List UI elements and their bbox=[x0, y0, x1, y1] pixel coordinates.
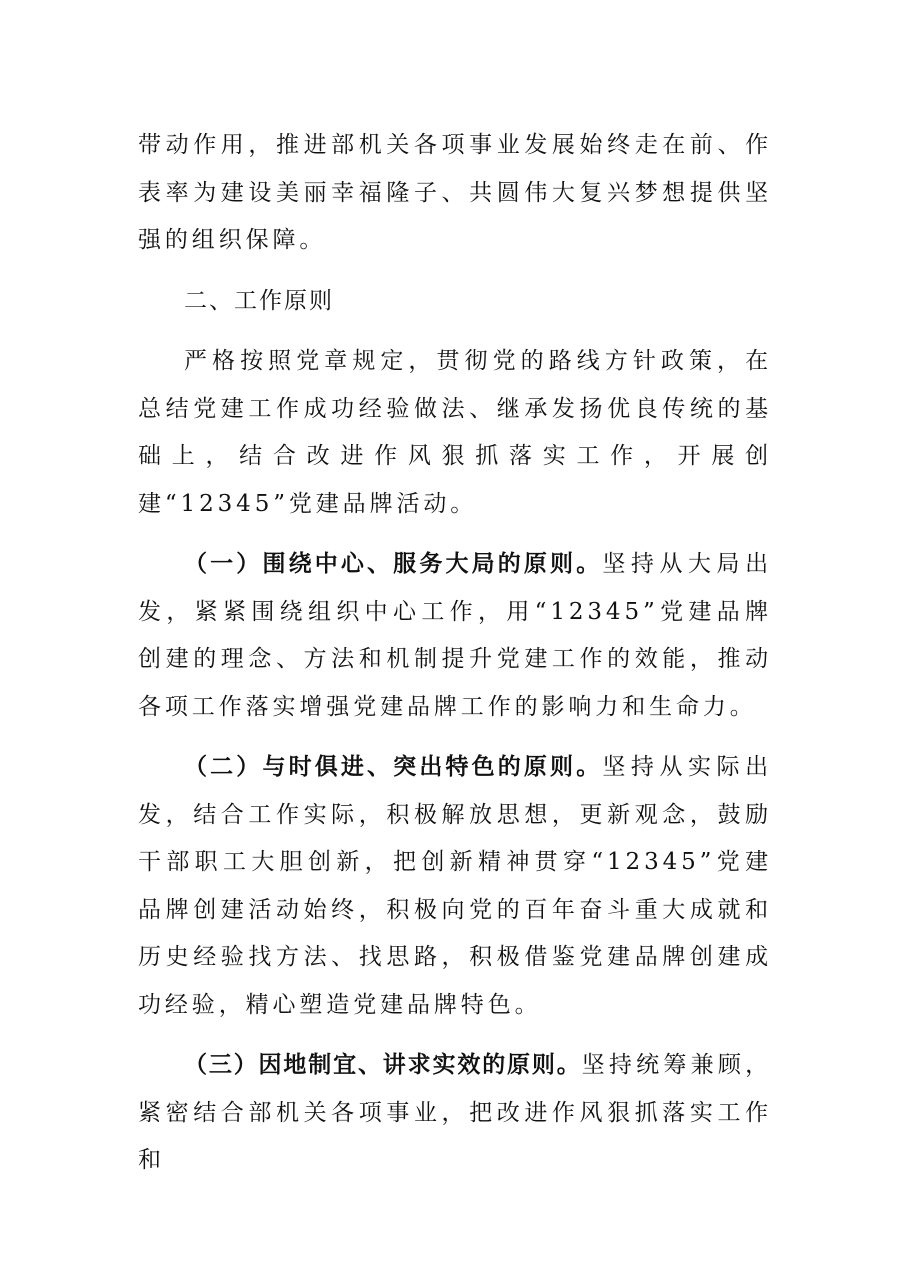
section-heading-text: 二、工作原则 bbox=[184, 287, 334, 314]
section-heading bbox=[138, 278, 772, 326]
paragraph-continuation bbox=[138, 122, 772, 265]
paragraph-principle-2 bbox=[138, 744, 772, 1029]
document-body bbox=[138, 122, 772, 1185]
paragraph-principle-3 bbox=[138, 1042, 772, 1185]
paragraph-text: 坚持从实际出发，结合工作实际，积极解放思想，更新观念，鼓励干部职工大胆创新，把创新精神贯穿“12345”党建品牌创建活动始终，积极向党的百年奋斗重大成就和历史经验找方法、找思路，积极借鉴党建品牌创建成功经验，精心塑造党建品牌特色。 bbox=[138, 754, 772, 1018]
paragraph-text: 带动作用，推进部机关各项事业发展始终走在前、作表率为建设美丽幸福隆子、共圆伟大复兴梦想提供坚强的组织保障。 bbox=[138, 132, 772, 253]
paragraph-principle-1 bbox=[138, 541, 772, 731]
principle-title: （一）围绕中心、服务大局的原则。 bbox=[184, 551, 603, 577]
paragraph-text: 坚持从大局出发，紧紧围绕组织中心工作，用“12345”党建品牌创建的理念、方法和机制提升党建工作的效能，推动各项工作落实增强党建品牌工作的影响力和生命力。 bbox=[138, 551, 772, 720]
paragraph-principles-intro bbox=[138, 338, 772, 528]
paragraph-text: 严格按照党章规定，贯彻党的路线方针政策，在总结党建工作成功经验做法、继承发扬优良传统的基础上，结合改进作风狠抓落实工作，开展创建“12345”党建品牌活动。 bbox=[138, 348, 772, 517]
principle-title: （二）与时俱进、突出特色的原则。 bbox=[184, 754, 603, 780]
principle-title: （三）因地制宜、讲求实效的原则。 bbox=[184, 1052, 582, 1078]
paragraph-text: 坚持统筹兼顾，紧密结合部机关各项事业，把改进作风狠抓落实工作和 bbox=[138, 1052, 772, 1173]
